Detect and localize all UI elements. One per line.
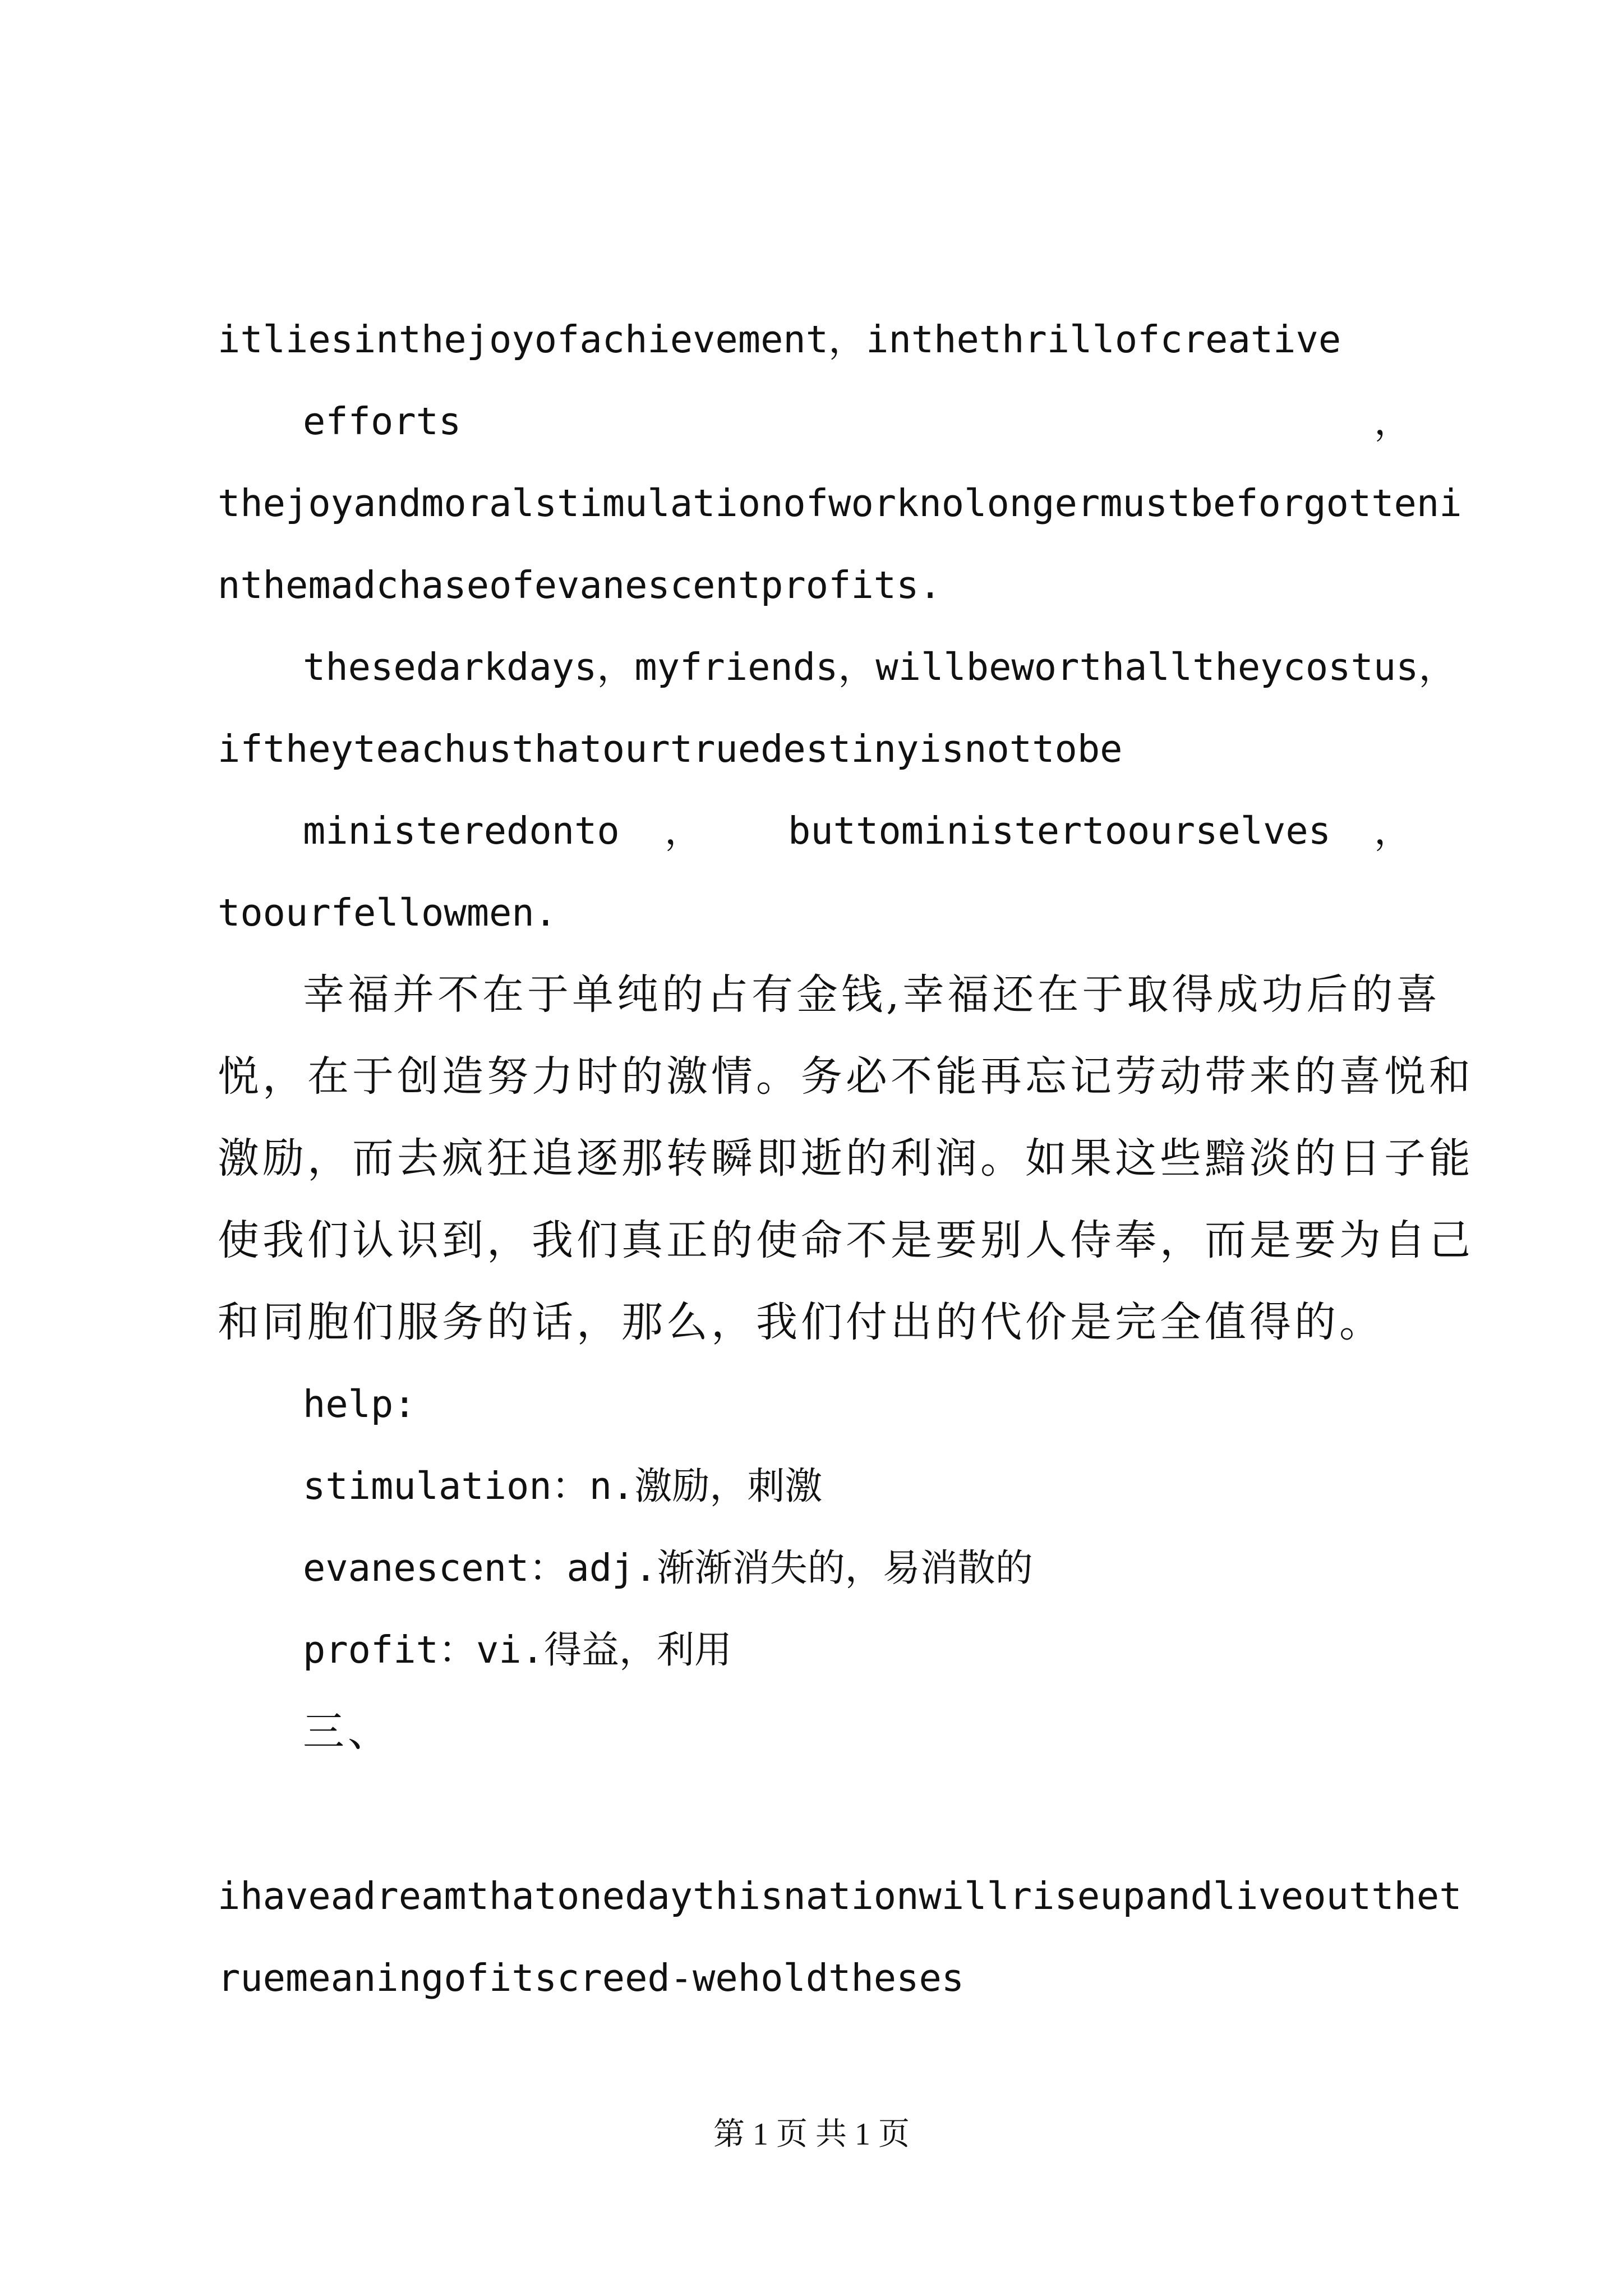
text-line-2	[303, 393, 1412, 449]
text-line-7	[303, 803, 1412, 859]
chinese-paragraph-line-1: 幸福并不在于单纯的占有金钱,幸福还在于取得成功后的喜	[303, 970, 1441, 1019]
chinese-paragraph-line-2: 悦，在于创造努力时的激情。务必不能再忘记劳动带来的喜悦和	[218, 1052, 1474, 1101]
text-line-5: thesedarkdays，myfriends，willbeworthalltheycostus，	[303, 645, 1456, 689]
text-line-3: thejoyandmoralstimulationofworknolongermustbeforgotteni	[218, 481, 1462, 525]
section-heading-three: 三、	[303, 1708, 393, 1756]
text-line-7-punct2: ，	[1374, 809, 1412, 853]
page-footer: 第 1 页 共 1 页	[713, 2117, 910, 2152]
vocab-item-stimulation: stimulation：n.激励，刺激	[303, 1464, 823, 1508]
chinese-paragraph-line-3: 激励，而去疯狂追逐那转瞬即逝的利润。如果这些黯淡的日子能	[218, 1134, 1474, 1182]
chinese-paragraph-line-4: 使我们认识到，我们真正的使命不是要别人侍奉，而是要为自己	[218, 1216, 1474, 1264]
text-line-2-punct: ，	[1374, 399, 1412, 443]
text-line-4: nthemadchaseofevanescentprofits.	[218, 563, 942, 607]
text-line-6: iftheyteachusthatourtruedestinyisnottobe	[218, 727, 1123, 771]
text-line-7-part2: buttoministertoourselves	[788, 809, 1331, 853]
text-line-2-word: efforts	[303, 399, 462, 443]
help-label: help:	[303, 1382, 416, 1426]
chinese-paragraph-line-5: 和同胞们服务的话，那么，我们付出的代价是完全值得的。	[218, 1298, 1384, 1346]
text-line-8: toourfellowmen.	[218, 891, 557, 935]
text-line-7-punct1: ，	[665, 809, 702, 853]
text-line-next-2: ruemeaningofitscreed-weholdtheses	[218, 1956, 965, 2000]
vocab-item-evanescent: evanescent：adj.渐渐消失的，易消散的	[303, 1546, 1033, 1590]
text-line-7-part1: ministeredonto	[303, 809, 620, 853]
vocab-item-profit: profit：vi.得益，利用	[303, 1628, 732, 1672]
text-line-next-1: ihaveadreamthatonedaythisnationwillriseupandliveoutthet	[218, 1874, 1462, 1918]
text-line-1: itliesinthejoyofachievement，inthethrillofcreative	[218, 318, 1341, 361]
